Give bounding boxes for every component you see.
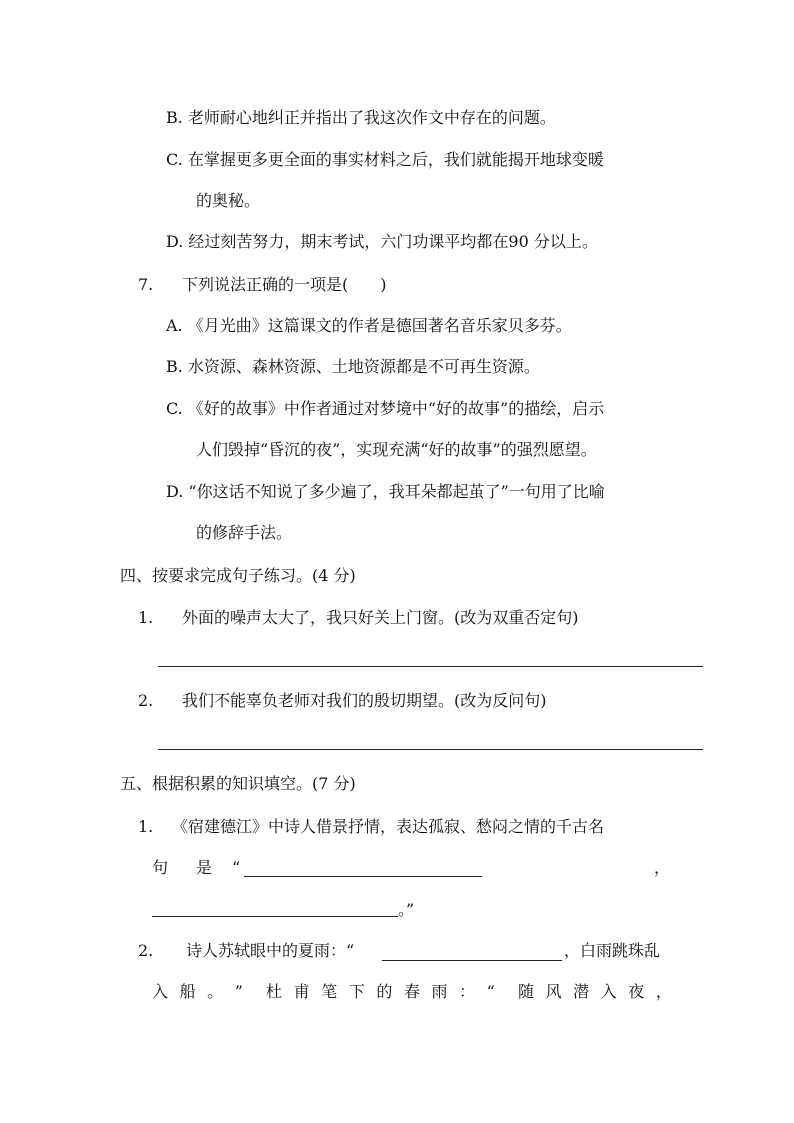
q6-option-b: B. 老师耐心地纠正并指出了我这次作文中存在的问题。: [166, 108, 556, 127]
section5-q2-line2: [152, 982, 672, 1002]
q7-option-d-line1: D. “你这话不知说了多少遍了，我耳朵都起茧了”一句用了比喻: [166, 482, 605, 501]
q2-line2-char: 随: [517, 982, 534, 1001]
section4-q2-answer-line[interactable]: [158, 749, 703, 750]
section5-q1-line2-char-2: 是: [196, 858, 213, 877]
section4-q1-number: 1.: [138, 608, 154, 627]
q2-line2-char: 春: [403, 982, 420, 1001]
q7-option-c-line1: C. 《好的故事》中作者通过对梦境中“好的故事”的描绘，启示: [166, 399, 605, 418]
section4-q1-text: 外面的噪声太大了，我只好关上门窗。(改为双重否定句): [182, 608, 579, 627]
section4-q1-answer-line[interactable]: [158, 666, 703, 667]
section4-title: 四、按要求完成句子练习。(4 分): [120, 566, 356, 585]
q2-line2-char: 。: [207, 982, 224, 1001]
section5-q1-number: 1.: [138, 817, 154, 836]
q2-line2-char: 风: [545, 982, 562, 1001]
q2-line2-char: 甫: [293, 982, 310, 1001]
q7-option-c-line2: 人们毁掉“昏沉的夜”，实现充满“好的故事”的强烈愿望。: [196, 440, 597, 459]
q2-line2-char: 雨: [431, 982, 448, 1001]
section5-q2-blank-1[interactable]: [382, 960, 562, 961]
section5-q1-comma: ，: [654, 858, 671, 877]
q7-number: 7.: [138, 275, 154, 294]
q2-line2-char: ：: [459, 982, 476, 1001]
q7-option-a: A. 《月光曲》这篇课文的作者是德国著名音乐家贝多芬。: [166, 316, 572, 335]
section4-q2-number: 2.: [138, 691, 154, 710]
section5-q1-line2-char-1: 句: [152, 858, 169, 877]
q6-option-c-line1: C. 在掌握更多更全面的事实材料之后，我们就能揭开地球变暖: [166, 150, 604, 169]
section5-q2-number: 2.: [138, 941, 154, 960]
q6-option-c-line2: 的奥秘。: [196, 191, 261, 210]
section4-q2-text: 我们不能辜负老师对我们的殷切期望。(改为反问句): [182, 691, 547, 710]
section5-title: 五、根据积累的知识填空。(7 分): [120, 774, 356, 793]
q7-option-b: B. 水资源、森林资源、土地资源都是不可再生资源。: [166, 357, 540, 376]
q6-option-d: D. 经过刻苦努力，期末考试，六门功课平均都在90 分以上。: [166, 232, 598, 251]
q2-line2-char: 入: [600, 982, 617, 1001]
q7-option-d-line2: 的修辞手法。: [196, 523, 293, 542]
q2-line2-char: 杜: [266, 982, 283, 1001]
q2-line2-char: 笔: [321, 982, 338, 1001]
section5-q2-text-a: 诗人苏轼眼中的夏雨：“: [186, 941, 355, 960]
q2-line2-char: ”: [234, 982, 243, 1001]
section5-q1-text: 《宿建德江》中诗人借景抒情，表达孤寂、愁闷之情的千古名: [172, 817, 605, 836]
q7-stem: 下列说法正确的一项是( ): [182, 275, 387, 294]
q2-line2-char: 的: [376, 982, 393, 1001]
section5-q1-line2-char-3: “: [232, 858, 241, 877]
q2-line2-char: ，: [655, 982, 672, 1001]
q2-line2-char: 船: [179, 982, 196, 1001]
q2-line2-char: 入: [152, 982, 169, 1001]
q2-line2-char: “: [486, 982, 495, 1001]
q2-line2-char: 潜: [573, 982, 590, 1001]
section5-q1-end: 。”: [398, 900, 415, 919]
section5-q1-blank-2[interactable]: [152, 916, 398, 917]
q2-line2-char: 夜: [628, 982, 645, 1001]
section5-q1-blank-1[interactable]: [244, 876, 482, 877]
q2-line2-char: 下: [348, 982, 365, 1001]
section5-q2-text-b: ，白雨跳珠乱: [564, 941, 661, 960]
